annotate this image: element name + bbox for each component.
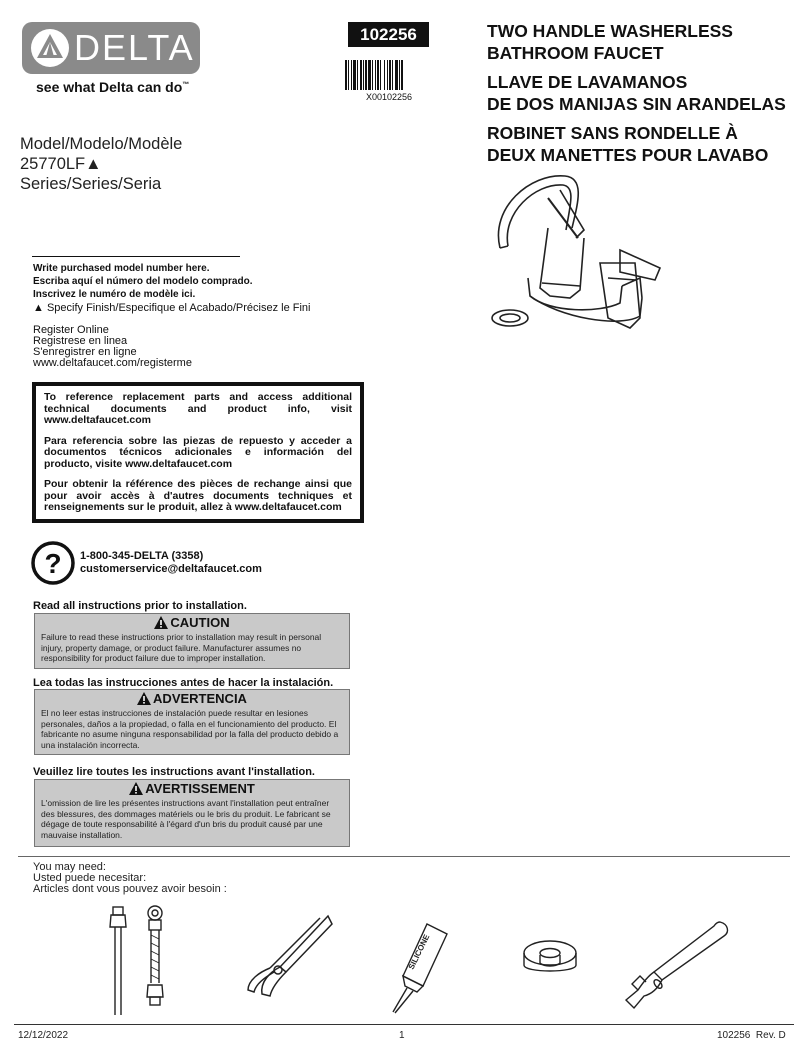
advertencia-box: [34, 689, 350, 755]
model-number: 25770LF▲: [20, 155, 102, 173]
warning-lead-en: Read all instructions prior to installation.: [33, 600, 247, 612]
title-es-2: DE DOS MANIJAS SIN ARANDELAS: [487, 94, 786, 114]
barcode-bar: [387, 60, 388, 90]
barcode-bar: [351, 60, 352, 90]
caution-box: [34, 613, 350, 669]
specify-finish: ▲ Specify Finish/Especifique el Acabado/Précisez le Fini: [33, 302, 311, 314]
silicone-label: SILICONE: [406, 932, 432, 971]
contact-email[interactable]: customerservice@deltafaucet.com: [80, 563, 262, 575]
contact-info: [80, 550, 262, 576]
model-label: Model/Modelo/Modèle: [20, 135, 183, 153]
delta-logo: [22, 22, 200, 74]
register-link[interactable]: www.deltafaucet.com/registerme: [33, 357, 192, 369]
avertissement-body: L'omission de lire les présentes instructions avant l'installation peut entraîner des blessures, des dommages matériels ou le bris du produit. Le fabricant se dégage de toute responsabilité à l'égard d'un bris du produit causé par une mauvaise installation.: [41, 798, 331, 840]
model-block: [20, 134, 182, 194]
barcode-bar: [384, 60, 385, 90]
barcode-bar: [392, 60, 393, 90]
avertissement-box: [34, 779, 350, 847]
advertencia-heading: ADVERTENCIA: [35, 690, 349, 706]
footer-date: 12/12/2022: [18, 1030, 69, 1041]
barcode: [345, 60, 433, 90]
warning-icon: [129, 782, 143, 795]
section-divider: [18, 856, 790, 857]
help-question-icon: [31, 541, 75, 585]
register-online: Register Online Registrese en linea S'enregistrer en ligne www.deltafaucet.com/registerme: [33, 324, 192, 369]
part-number: 102256: [348, 22, 429, 47]
document-titles: [487, 20, 786, 166]
barcode-bar: [389, 60, 391, 90]
barcode-bar: [375, 60, 376, 90]
barcode-bar: [363, 60, 364, 90]
brand-tagline: see what Delta can do™: [36, 79, 190, 95]
model-write-line: [32, 256, 240, 257]
barcode-bar: [401, 60, 403, 90]
adjustable-wrench-icon: [622, 918, 732, 1013]
warning-icon: [137, 692, 151, 705]
barcode-bar: [380, 60, 381, 90]
footer-page: 1: [399, 1030, 405, 1041]
tools-needed-heading: You may need: Usted puede necesitar: Articles dont vous pouvez avoir besoin :: [33, 861, 227, 895]
title-fr-2: DEUX MANETTES POUR LAVABO: [487, 145, 769, 165]
barcode-bar: [357, 60, 358, 90]
title-fr-1: ROBINET SANS RONDELLE À: [487, 123, 738, 143]
avertissement-heading: AVERTISSEMENT: [35, 780, 349, 796]
barcode-bar: [377, 60, 379, 90]
reference-es: Para referencia sobre las piezas de repuesto y acceder a documentos técnicos adicionales e información del producto, visite www.deltafaucet.com: [44, 434, 352, 470]
reference-en: To reference replacement parts and access additional technical documents and product info, visit www.deltafaucet.com: [44, 391, 352, 426]
barcode-bar: [399, 60, 400, 90]
barcode-bar: [360, 60, 362, 90]
contact-phone[interactable]: 1-800-345-DELTA (3358): [80, 550, 204, 562]
footer-doc-number: 102256 Rev. D: [717, 1030, 786, 1041]
caution-body: Failure to read these instructions prior to installation may result in personal injury, property damage, or product failure. Manufacturer assumes no responsibility for product failure due to improper installation.: [41, 632, 322, 663]
title-en-1: TWO HANDLE WASHERLESS: [487, 21, 733, 41]
barcode-bar: [395, 60, 398, 90]
plumbers-tape-icon: [520, 935, 580, 985]
svg-text:?: ?: [44, 548, 62, 579]
delta-triangle-icon: [30, 28, 70, 68]
barcode-bar: [348, 60, 349, 90]
footer-divider: [14, 1024, 794, 1025]
faucet-illustration: [490, 168, 690, 343]
barcode-label: X00102256: [365, 92, 413, 102]
warning-lead-fr: Veuillez lire toutes les instructions avant l'installation.: [33, 766, 315, 778]
barcode-bar: [353, 60, 356, 90]
advertencia-body: El no leer estas instrucciones de instalación puede resultar en lesiones personales, daños a la propiedad, o falla en el funcionamiento del producto. El fabricante no asume ninguna responsabilidad por la falla del producto debido a una instalación incorrecta.: [41, 708, 339, 750]
silicone-tube-icon: [383, 920, 453, 1015]
title-es-1: LLAVE DE LAVAMANOS: [487, 72, 688, 92]
caution-heading: CAUTION: [35, 614, 349, 630]
reference-fr: Pour obtenir la référence des pièces de rechange ainsi que pour avoir accès à d'autres documents techniques et renseignements sur le produit, allez à www.deltafaucet.com: [44, 478, 352, 513]
model-series: Series/Series/Seria: [20, 175, 162, 193]
brand-name: DELTA: [74, 27, 195, 68]
barcode-bar: [365, 60, 367, 90]
title-en-2: BATHROOM FAUCET: [487, 43, 664, 63]
barcode-bar: [372, 60, 373, 90]
barcode-bar: [345, 60, 347, 90]
reference-box: [32, 382, 364, 523]
warning-lead-es: Lea todas las instrucciones antes de hacer la instalación.: [33, 677, 334, 689]
pliers-icon: [240, 912, 335, 1007]
barcode-bar: [368, 60, 371, 90]
warning-icon: [154, 616, 168, 629]
write-model-instructions: Write purchased model number here. Escriba aquí el número del modelo comprado. Inscrivez le numéro de modèle ici.: [33, 263, 253, 300]
supply-lines-icon: [100, 905, 180, 1020]
